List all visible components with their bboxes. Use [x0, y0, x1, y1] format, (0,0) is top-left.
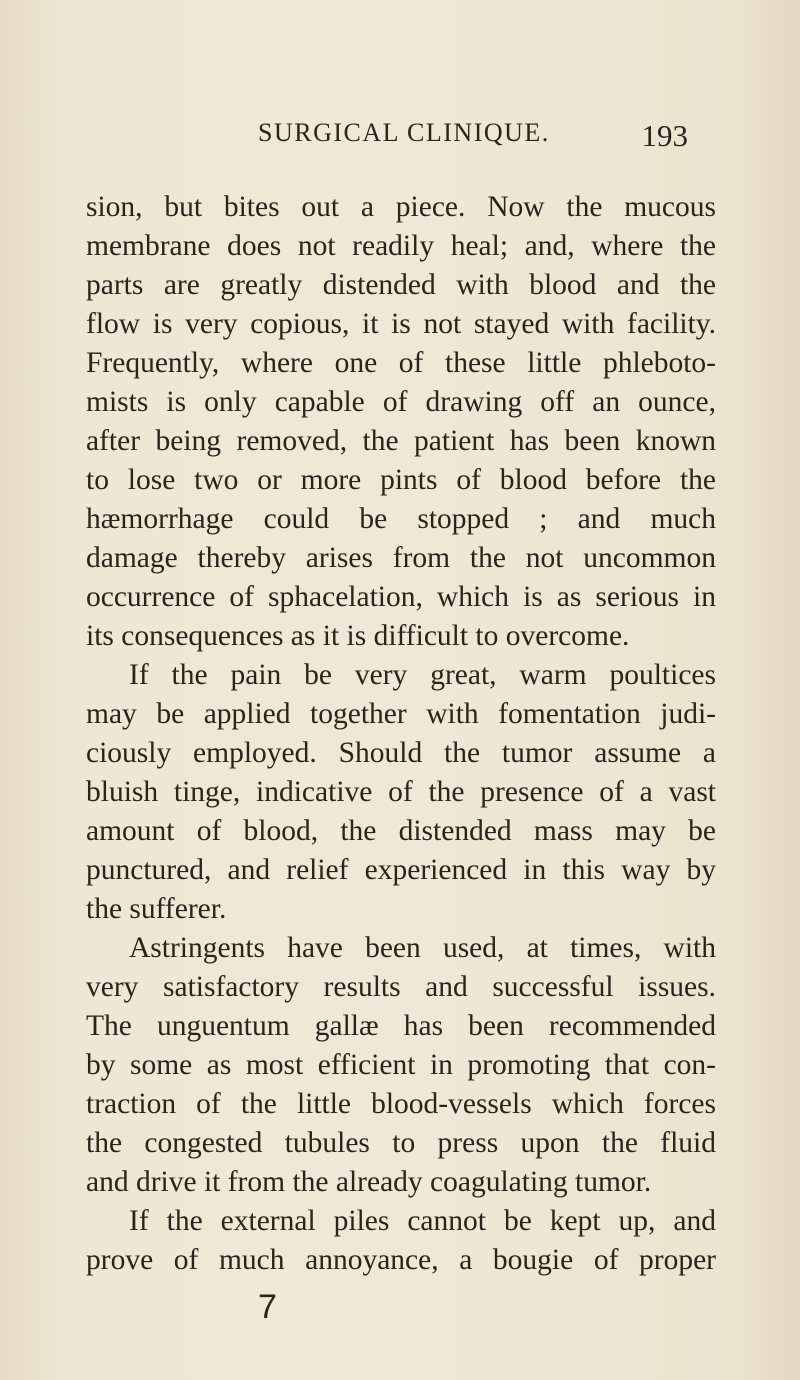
page-number: 193: [641, 118, 688, 153]
text-line: membrane does not readily heal; and, where the: [86, 230, 716, 262]
text-line: flow is very copious, it is not stayed with facility.: [86, 308, 716, 340]
text-line: mists is only capable of drawing off an ounce,: [86, 386, 716, 418]
text-line: If the external piles cannot be kept up, and: [129, 1205, 716, 1237]
text-line: and drive it from the already coagulating tumor.: [86, 1166, 652, 1198]
text-line: ciously employed. Should the tumor assume a: [86, 737, 716, 769]
text-line: amount of blood, the distended mass may be: [86, 815, 716, 847]
text-line: If the pain be very great, warm poultices: [129, 659, 716, 691]
text-line: hæmorrhage could be stopped ; and much: [86, 503, 716, 535]
text-line: to lose two or more pints of blood before the: [86, 464, 716, 496]
text-line: prove of much annoyance, a bougie of proper: [86, 1244, 716, 1276]
text-line: damage thereby arises from the not uncommon: [86, 542, 716, 574]
text-line: occurrence of sphacelation, which is as serious in: [86, 581, 716, 613]
text-line: after being removed, the patient has been known: [86, 425, 716, 457]
text-line: the congested tubules to press upon the fluid: [86, 1127, 716, 1159]
text-line: sion, but bites out a piece. Now the mucous: [86, 191, 716, 223]
text-line: by some as most efficient in promoting that con-: [86, 1049, 716, 1081]
text-line: parts are greatly distended with blood and the: [86, 269, 716, 301]
text-line: may be applied together with fomentation judi-: [86, 698, 716, 730]
text-line: very satisfactory results and successful issues.: [86, 971, 716, 1003]
text-line: Astringents have been used, at times, with: [129, 932, 716, 964]
text-line: bluish tinge, indicative of the presence of a vast: [86, 776, 716, 808]
text-line: Frequently, where one of these little phleboto-: [86, 347, 716, 379]
running-header: [258, 118, 688, 158]
text-line: The unguentum gallæ has been recommended: [86, 1010, 716, 1042]
text-line: the sufferer.: [86, 893, 227, 925]
running-title: SURGICAL CLINIQUE.: [258, 118, 550, 147]
text-line: punctured, and relief experienced in this way by: [86, 854, 716, 886]
signature-mark: 7: [258, 1288, 277, 1326]
text-line: its consequences as it is difficult to overcome.: [86, 620, 630, 652]
text-line: traction of the little blood-vessels which forces: [86, 1088, 716, 1120]
body-text: [86, 188, 716, 1280]
